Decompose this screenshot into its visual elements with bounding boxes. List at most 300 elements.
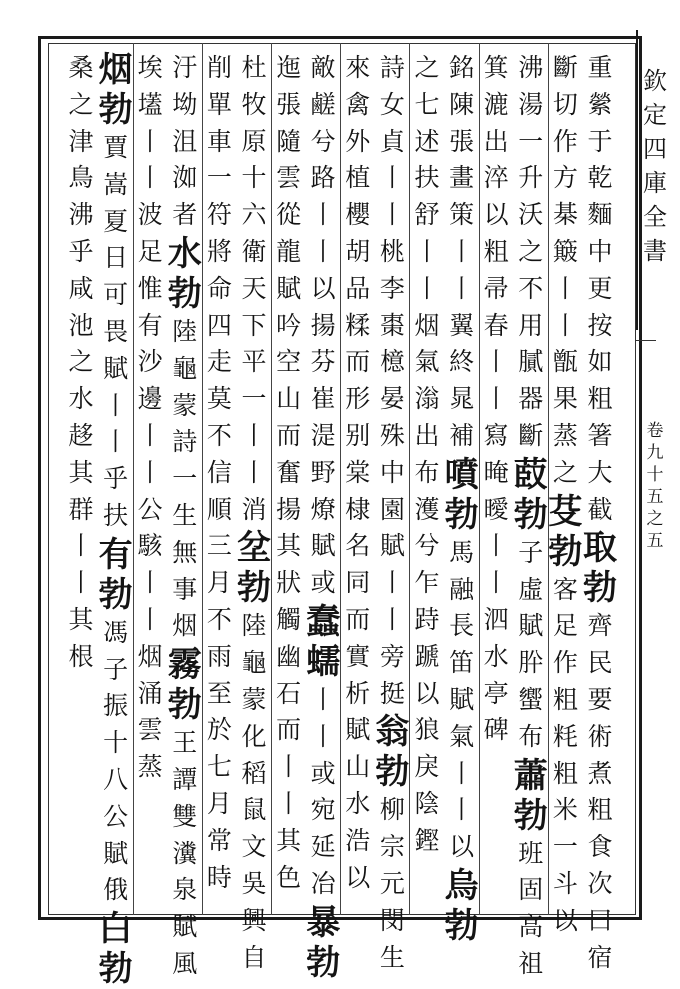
text-char: 月 [206, 568, 232, 598]
text-char: 事 [172, 574, 198, 604]
text-char: 氣 [414, 347, 440, 377]
text-char: 箕 [483, 53, 509, 82]
text-char: 宛 [310, 795, 336, 825]
text-char: 布 [518, 721, 544, 751]
text-char: 子 [518, 537, 544, 567]
text-char: 縈 [587, 89, 613, 119]
text-char: 器 [518, 384, 544, 414]
text-char: 丨 [103, 390, 129, 420]
text-char: 至 [206, 678, 232, 708]
text-char: 其 [68, 457, 94, 487]
text-char: 烟 [172, 611, 198, 641]
text-char: 桃 [379, 236, 405, 266]
text-char: 畫 [449, 163, 475, 193]
text-char: 扶 [103, 500, 129, 530]
text-char: 祖 [518, 948, 544, 978]
heading-char: 勃 [548, 531, 583, 572]
text-char: 乎 [68, 236, 94, 266]
text-char: 丨 [137, 420, 163, 450]
text-char: 四 [206, 310, 232, 340]
text-char: 烟 [414, 310, 440, 340]
text-char: 鳥 [68, 163, 94, 193]
text-char: 一 [172, 464, 198, 494]
text-char: 冶 [310, 868, 336, 898]
text-char: 惟 [137, 273, 163, 303]
text-char: 吟 [276, 310, 302, 340]
title-char: 書 [643, 237, 667, 265]
text-char: 棊 [552, 200, 578, 230]
text-char: 丨 [68, 531, 94, 561]
text-char: 笛 [449, 648, 475, 678]
text-char: 王 [172, 728, 198, 758]
text-char: 七 [414, 89, 440, 119]
text-char: 足 [552, 611, 578, 641]
text-char: 可 [103, 280, 129, 310]
heading-char: 勃 [98, 574, 133, 615]
text-char: 之 [68, 347, 94, 377]
text-char: 山 [276, 384, 302, 414]
text-char: 作 [552, 648, 578, 678]
text-char: 碑 [483, 715, 509, 745]
text-char: 術 [587, 721, 613, 751]
text-char: 烟 [137, 641, 163, 671]
text-char: 果 [552, 384, 578, 414]
text-char: 以 [552, 905, 578, 935]
text-char: 蹏 [414, 641, 440, 671]
heading-char: 勃 [237, 568, 271, 609]
text-char: 詩 [172, 427, 198, 457]
text-char: 而 [276, 715, 302, 745]
text-char: 食 [587, 832, 613, 862]
text-char: 將 [206, 236, 232, 266]
text-char: 賦 [449, 684, 475, 714]
text-char: 雲 [276, 163, 302, 193]
text-char: 丨 [379, 163, 405, 193]
text-char: 崔 [310, 384, 336, 414]
text-char: 根 [68, 641, 94, 671]
text-char: 粗 [552, 684, 578, 714]
text-char: 春 [483, 310, 509, 340]
text-char: 燎 [310, 494, 336, 524]
text-char: 煮 [587, 758, 613, 788]
text-char: 龍 [276, 236, 302, 266]
text-char: 駭 [137, 531, 163, 561]
text-char: 膩 [518, 347, 544, 377]
text-char: 中 [379, 457, 405, 487]
heading-char: 白 [98, 909, 133, 950]
text-char: 寫 [483, 420, 509, 450]
text-char: 衛 [241, 236, 267, 266]
text-char: 路 [310, 163, 336, 193]
text-char: 於 [206, 715, 232, 745]
text-char: 賦 [345, 715, 371, 745]
text-char: 柳 [379, 795, 405, 825]
heading-char: 水 [167, 233, 202, 274]
text-char: 芬 [310, 347, 336, 377]
text-char: 同 [345, 568, 371, 598]
volume-label [640, 420, 670, 552]
text-char: 桑 [68, 53, 94, 82]
text-char: 杜 [241, 53, 267, 82]
text-char: 鹺 [310, 89, 336, 119]
text-char: 方 [552, 163, 578, 193]
text-char: 無 [172, 537, 198, 567]
title-char: 定 [643, 101, 667, 129]
text-char: 三 [206, 531, 232, 561]
text-char: 櫻 [345, 200, 371, 230]
text-char: 麵 [587, 200, 613, 230]
text-char: 粗 [552, 758, 578, 788]
text-char: 甑 [552, 347, 578, 377]
text-char: 揚 [310, 310, 336, 340]
text-char: 蠁 [518, 684, 544, 714]
text-char: 氣 [449, 721, 475, 751]
text-char: 布 [414, 457, 440, 487]
text-char: 園 [379, 494, 405, 524]
text-char: 舒 [414, 200, 440, 230]
text-char: 賦 [276, 273, 302, 303]
text-char: 牧 [241, 89, 267, 119]
text-char: 隨 [276, 126, 302, 156]
text-char: 之 [518, 236, 544, 266]
text-char: 丨 [449, 236, 475, 266]
column-rule [479, 43, 480, 915]
text-char: 李 [379, 273, 405, 303]
text-char: 泗 [483, 604, 509, 634]
text-char: 曖 [483, 494, 509, 524]
text-char: 車 [206, 126, 232, 156]
text-char: 單 [206, 89, 232, 119]
text-char: 順 [206, 494, 232, 524]
text-char: 湯 [518, 89, 544, 119]
text-char: 吳 [241, 868, 267, 898]
text-char: 如 [587, 347, 613, 377]
title-char: 全 [643, 203, 667, 231]
text-char: 敵 [310, 53, 336, 82]
text-char: 出 [414, 420, 440, 450]
margin-mark [636, 340, 656, 341]
text-char: 稻 [241, 758, 267, 788]
text-char: 米 [552, 795, 578, 825]
text-char: 而 [276, 420, 302, 450]
heading-char: 勃 [98, 949, 133, 989]
text-char: 箸 [587, 420, 613, 450]
text-char: 棣 [345, 494, 371, 524]
text-char: 次 [587, 868, 613, 898]
text-char: 張 [449, 126, 475, 156]
text-char: 之 [552, 457, 578, 487]
text-char: 宗 [379, 832, 405, 862]
text-char: 邊 [137, 384, 163, 414]
text-char: 丨 [379, 568, 405, 598]
column-rule [133, 43, 134, 915]
text-char: 足 [137, 236, 163, 266]
text-char: 嵩 [103, 169, 129, 199]
text-char: 趍 [68, 420, 94, 450]
text-char: 水 [345, 788, 371, 818]
text-char: 從 [276, 200, 302, 230]
text-char: 而 [345, 604, 371, 634]
text-char: 之 [68, 89, 94, 119]
text-char: 胡 [345, 236, 371, 266]
text-char: 奮 [276, 457, 302, 487]
text-char: 日 [103, 243, 129, 273]
heading-char: 取 [583, 528, 617, 569]
text-char: 殊 [379, 420, 405, 450]
text-char: 用 [518, 310, 544, 340]
text-char: 不 [206, 604, 232, 634]
text-char: 民 [587, 648, 613, 678]
text-char: 泉 [172, 875, 198, 905]
text-char: 興 [241, 905, 267, 935]
title-char: 卷 [646, 421, 664, 441]
text-char: 水 [483, 641, 509, 671]
heading-char: 勃 [444, 905, 479, 946]
heading-char: 坌 [237, 528, 271, 569]
text-char: 汙 [172, 53, 198, 82]
text-char: 延 [310, 832, 336, 862]
heading-char: 烟 [98, 50, 133, 90]
text-char: 生 [172, 500, 198, 530]
heading-char: 勃 [583, 568, 617, 609]
text-char: 元 [379, 868, 405, 898]
text-char: 天 [241, 273, 267, 303]
text-char: 切 [552, 89, 578, 119]
text-char: 瀵 [172, 838, 198, 868]
text-char: 一 [241, 384, 267, 414]
text-char: 生 [379, 942, 405, 972]
text-char: 粍 [552, 721, 578, 751]
text-char: 作 [552, 126, 578, 156]
text-char: 固 [518, 875, 544, 905]
text-char: 丨 [137, 126, 163, 156]
text-char: 者 [172, 200, 198, 230]
text-char: 一 [206, 163, 232, 193]
text-char: 丨 [137, 457, 163, 487]
text-char: 形 [345, 384, 371, 414]
text-char: 丨 [241, 457, 267, 487]
text-char: 淬 [483, 163, 509, 193]
text-char: 滃 [414, 384, 440, 414]
text-char: 波 [137, 200, 163, 230]
text-char: 而 [345, 347, 371, 377]
text-char: 狀 [276, 568, 302, 598]
text-char: 兮 [414, 531, 440, 561]
text-char: 或 [310, 568, 336, 598]
text-char: 洳 [172, 163, 198, 193]
text-char: 丨 [68, 568, 94, 598]
text-char: 丨 [483, 384, 509, 414]
heading-char: 勃 [513, 494, 548, 535]
text-char: 銘 [449, 53, 475, 82]
text-char: 檍 [379, 347, 405, 377]
text-char: 長 [449, 611, 475, 641]
text-char: 融 [449, 574, 475, 604]
text-char: 一 [518, 126, 544, 156]
title-char: 九 [646, 443, 664, 463]
text-char: 八 [103, 764, 129, 794]
text-char: 晏 [379, 384, 405, 414]
text-char: 兮 [310, 126, 336, 156]
text-char: 公 [137, 494, 163, 524]
text-char: 乎 [103, 464, 129, 494]
heading-char: 芟 [548, 491, 583, 532]
text-char: 削 [206, 53, 232, 82]
text-char: 一 [552, 832, 578, 862]
heading-char: 烏 [444, 865, 479, 906]
text-char: 夏 [103, 206, 129, 236]
heading-char: 噴 [444, 454, 479, 495]
text-char: 賦 [379, 531, 405, 561]
text-char: 丨 [449, 795, 475, 825]
text-char: 下 [241, 310, 267, 340]
text-char: 閔 [379, 905, 405, 935]
text-char: 常 [206, 825, 232, 855]
text-char: 戾 [414, 752, 440, 782]
text-char: 補 [449, 420, 475, 450]
title-char: 庫 [643, 169, 667, 197]
text-char: 沸 [68, 200, 94, 230]
text-char: 池 [68, 310, 94, 340]
text-char: 之 [414, 53, 440, 82]
text-char: 空 [276, 347, 302, 377]
text-char: 龜 [241, 648, 267, 678]
text-char: 馬 [449, 537, 475, 567]
text-char: 陳 [449, 89, 475, 119]
text-char: 其 [68, 604, 94, 634]
heading-char: 勃 [444, 494, 479, 535]
heading-char: 有 [98, 534, 133, 575]
text-char: 丨 [449, 758, 475, 788]
text-char: 振 [103, 691, 129, 721]
text-char: 七 [206, 752, 232, 782]
text-char: 棠 [345, 457, 371, 487]
text-char: 丨 [552, 310, 578, 340]
text-char: 雲 [137, 715, 163, 745]
text-char: 色 [276, 862, 302, 892]
text-char: 文 [241, 832, 267, 862]
text-char: 挺 [379, 678, 405, 708]
text-char: 埃 [137, 53, 163, 82]
text-char: 迤 [276, 53, 302, 82]
text-char: 棗 [379, 310, 405, 340]
text-char: 俄 [103, 875, 129, 905]
text-char: 客 [552, 574, 578, 604]
text-char: 賈 [103, 133, 129, 162]
text-char: 丨 [137, 604, 163, 634]
text-char: 晁 [449, 384, 475, 414]
text-char: 要 [587, 684, 613, 714]
text-char: 公 [103, 801, 129, 831]
column-rule [340, 43, 341, 915]
text-char: 風 [172, 948, 198, 978]
text-char: 鏗 [414, 825, 440, 855]
text-char: 中 [587, 236, 613, 266]
text-char: 重 [587, 53, 613, 82]
text-char: 粗 [587, 384, 613, 414]
text-char: 别 [345, 420, 371, 450]
text-char: 幽 [276, 641, 302, 671]
text-char: 消 [241, 494, 267, 524]
title-char: 十 [646, 465, 664, 485]
text-char: 咸 [68, 273, 94, 303]
text-char: 走 [206, 347, 232, 377]
text-char: 班 [518, 838, 544, 868]
text-char: 平 [241, 347, 267, 377]
text-char: 揚 [276, 494, 302, 524]
text-char: 以 [310, 273, 336, 303]
text-char: 丨 [310, 684, 336, 714]
text-char: 粗 [587, 795, 613, 825]
text-char: 十 [103, 728, 129, 758]
text-char: 湜 [310, 420, 336, 450]
text-char: 貞 [379, 126, 405, 156]
text-char: 以 [483, 200, 509, 230]
text-char: 坳 [172, 89, 198, 119]
text-char: 野 [310, 457, 336, 487]
text-char: 糅 [345, 310, 371, 340]
text-char: 斗 [552, 868, 578, 898]
text-char: 鼠 [241, 795, 267, 825]
text-char: 品 [345, 273, 371, 303]
text-char: 丨 [552, 273, 578, 303]
text-char: 龜 [172, 353, 198, 383]
text-char: 乾 [587, 163, 613, 193]
text-char: 于 [587, 126, 613, 156]
text-char: 丨 [379, 604, 405, 634]
text-char: 翼 [449, 310, 475, 340]
text-char: 晻 [483, 457, 509, 487]
column-rule [548, 43, 549, 915]
column-rule [271, 43, 272, 915]
text-char: 簸 [552, 236, 578, 266]
text-char: 不 [518, 273, 544, 303]
text-char: 不 [206, 420, 232, 450]
text-char: 策 [449, 200, 475, 230]
text-char: 丨 [310, 236, 336, 266]
text-char: 其 [276, 531, 302, 561]
text-char: 大 [587, 457, 613, 487]
text-char: 陸 [172, 316, 198, 346]
text-char: 譚 [172, 764, 198, 794]
heading-char: 勃 [375, 752, 410, 793]
heading-char: 翁 [375, 712, 410, 753]
text-char: 陸 [241, 611, 267, 641]
text-char: 以 [414, 678, 440, 708]
text-char: 沮 [172, 126, 198, 156]
text-char: 丨 [414, 273, 440, 303]
text-char: 自 [241, 942, 267, 972]
text-column [59, 50, 103, 676]
text-char: 丨 [483, 531, 509, 561]
text-char: 丨 [483, 568, 509, 598]
text-char: 丨 [379, 200, 405, 230]
text-char: 詩 [379, 53, 405, 82]
text-char: 實 [345, 641, 371, 671]
text-char: 符 [206, 200, 232, 230]
text-char: 粗 [483, 236, 509, 266]
text-char: 名 [345, 531, 371, 561]
text-char: 丨 [483, 347, 509, 377]
text-char: 蒸 [137, 752, 163, 782]
text-char: 肸 [518, 648, 544, 678]
text-char: 信 [206, 457, 232, 487]
text-char: 析 [345, 678, 371, 708]
text-char: 化 [241, 721, 267, 751]
text-char: 張 [276, 89, 302, 119]
column-rule [202, 43, 203, 915]
text-char: 雙 [172, 801, 198, 831]
